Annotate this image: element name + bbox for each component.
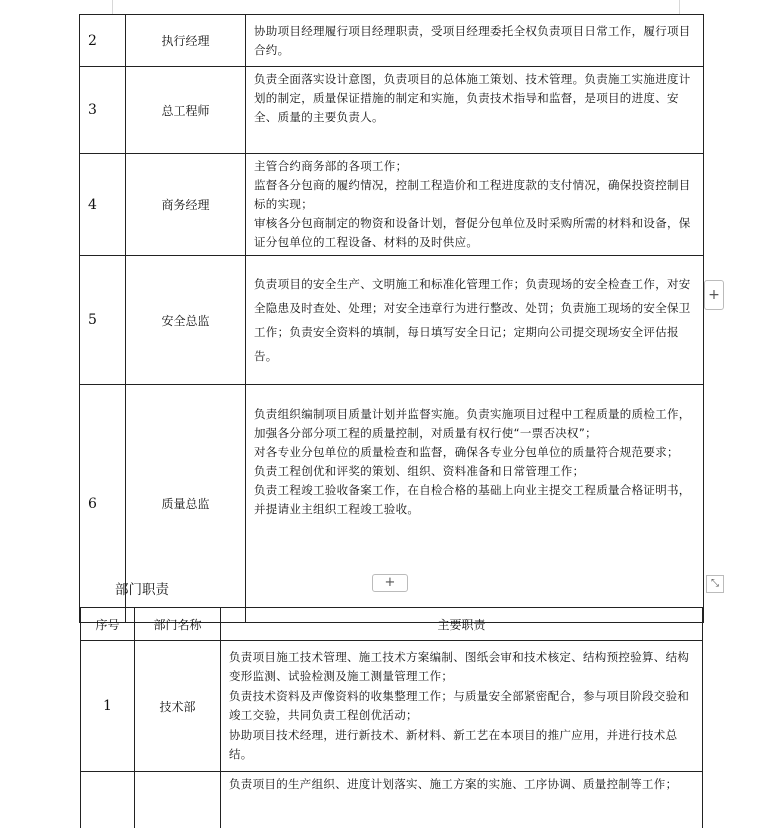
duty-line: 负责技术资料及声像资料的收集整理工作；与质量安全部紧密配合，参与项目阶段交验和竣工交验，共同负责工程创优活动； xyxy=(229,687,694,726)
header-department: 部门名称 xyxy=(135,608,221,641)
role-name: 质量总监 xyxy=(126,385,246,623)
table-row xyxy=(80,256,704,385)
table-row xyxy=(80,67,704,154)
role-duties xyxy=(246,67,704,154)
row-number: 5 xyxy=(80,256,126,385)
add-column-button[interactable]: + xyxy=(704,280,724,310)
duty-line: 负责全面落实设计意图，负责项目的总体施工策划、技术管理。负责施工实施进度计划的制定，质量保证措施的制定和实施，负责技术指导和监督，是项目的进度、安全、质量的主要负责人。 xyxy=(254,70,695,127)
duty-line: 审核各分包商制定的物资和设备计划，督促分包单位及时采购所需的材料和设备，保证分包单位的工程设备、材料的及时供应。 xyxy=(254,214,695,252)
row-number: 4 xyxy=(80,154,126,256)
role-name: 执行经理 xyxy=(126,15,246,67)
duty-line: 协助项目技术经理，进行新技术、新材料、新工艺在本项目的推广应用，并进行技术总结。 xyxy=(229,726,694,765)
table-header-row xyxy=(81,608,703,641)
department-name: 技术部 xyxy=(135,641,221,772)
role-duties xyxy=(246,385,704,623)
role-duties xyxy=(246,15,704,67)
duty-line: 负责项目施工技术管理、施工技术方案编制、图纸会审和技术核定、结构预控验算、结构变形监测、试验检测及施工测量管理工作； xyxy=(229,648,694,687)
duty-line: 负责工程竣工验收备案工作，在自检合格的基础上向业主提交工程质量合格证明书，并提请业主组织工程竣工验收。 xyxy=(254,481,695,519)
role-duties xyxy=(246,256,704,385)
header-number: 序号 xyxy=(81,608,135,641)
page-margin-line-left xyxy=(112,0,113,14)
header-duties: 主要职责 xyxy=(221,608,703,641)
department-duties-table xyxy=(80,607,703,828)
row-number: 1 xyxy=(81,641,135,772)
duty-line: 负责工程创优和评奖的策划、组织、资料准备和日常管理工作； xyxy=(254,462,695,481)
duty-line: 负责项目的安全生产、文明施工和标准化管理工作；负责现场的安全检查工作，对安全隐患及时查处、处理；对安全违章行为进行整改、处罚；负责施工现场的安全保卫工作；负责安全资料的填制，每日填写安全日记；定期向公司提交现场安全评估报告。 xyxy=(254,272,695,368)
page-margin-line-right xyxy=(679,0,680,14)
add-row-button[interactable]: + xyxy=(372,574,408,592)
table-resize-icon[interactable]: ⤡ xyxy=(706,575,724,593)
row-number: 6 xyxy=(80,385,126,623)
table-row xyxy=(81,641,703,772)
staff-duties-table xyxy=(79,14,704,623)
row-number: 2 xyxy=(80,15,126,67)
table-row xyxy=(80,154,704,256)
role-name: 商务经理 xyxy=(126,154,246,256)
duty-line: 协助项目经理履行项目经理职责，受项目经理委托全权负责项目日常工作，履行项目合约。 xyxy=(254,22,695,60)
duty-line: 对各专业分包单位的质量检查和监督，确保各专业分包单位的质量符合规范要求； xyxy=(254,443,695,462)
duty-line: 主管合约商务部的各项工作； xyxy=(254,157,695,176)
table-row xyxy=(81,772,703,828)
role-duties xyxy=(246,154,704,256)
department-duties xyxy=(221,772,703,828)
section-title: 部门职责 xyxy=(115,578,169,598)
department-duties xyxy=(221,641,703,772)
duty-line: 负责项目的生产组织、进度计划落实、施工方案的实施、工序协调、质量控制等工作； xyxy=(229,775,694,795)
duty-line: 负责组织编制项目质量计划并监督实施。负责实施项目过程中工程质量的质检工作，加强各分部分项工程的质量控制，对质量有权行使“一票否决权”； xyxy=(254,405,695,443)
row-number: 3 xyxy=(80,67,126,154)
role-name: 总工程师 xyxy=(126,67,246,154)
role-name: 安全总监 xyxy=(126,256,246,385)
department-name xyxy=(135,772,221,828)
duty-line: 监督各分包商的履约情况，控制工程造价和工程进度款的支付情况，确保投资控制目标的实现； xyxy=(254,176,695,214)
row-number xyxy=(81,772,135,828)
table-row xyxy=(80,15,704,67)
